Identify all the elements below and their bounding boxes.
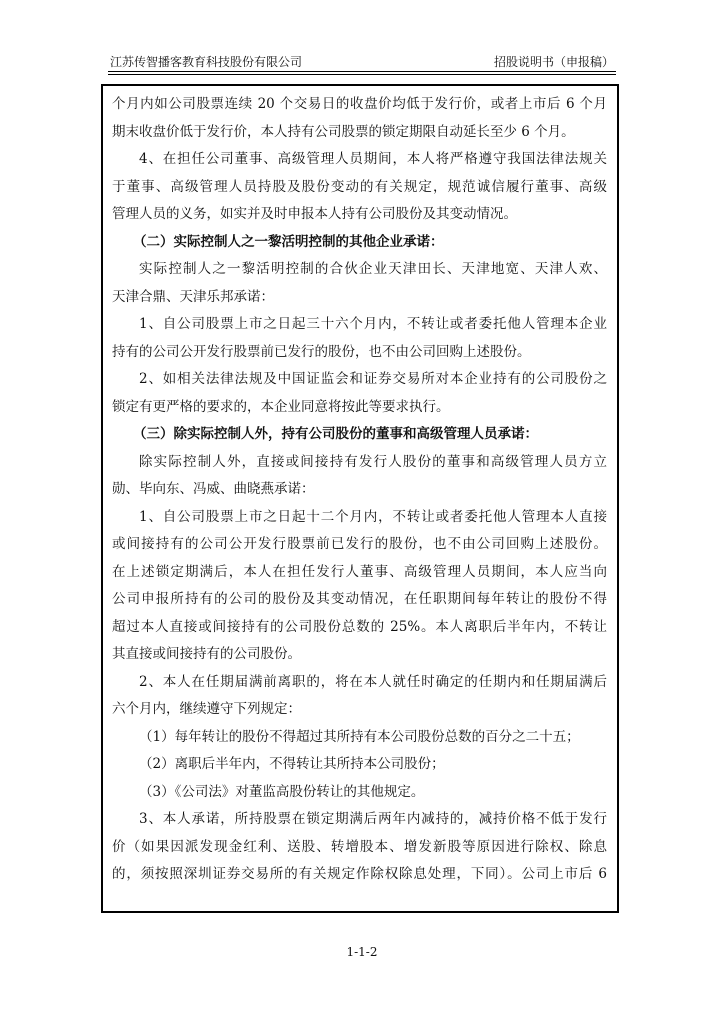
text-line: 实际控制人之一黎活明控制的合伙企业天津田长、天津地宽、天津人欢、 — [139, 261, 607, 277]
text-line: 其直接或间接持有的公司股份。 — [112, 646, 301, 662]
text-line: 1、自公司股票上市之日起三十六个月内，不转让或者委托他人管理本企业 — [139, 316, 607, 332]
header-rule-thick — [108, 71, 616, 72]
text-line: 2、如相关法律法规及中国证监会和证券交易所对本企业持有的公司股份之 — [139, 371, 607, 387]
text-line: 除实际控制人外，直接或间接持有发行人股份的董事和高级管理人员方立 — [139, 453, 607, 470]
text-line: 天津合鼎、天津乐邦承诺： — [112, 288, 274, 305]
text-line: 2、本人在任期届满前离职的，将在本人就任时确定的任期内和任期届满后 — [139, 673, 607, 690]
text-line: 于董事、高级管理人员持股及股份变动的有关规定，规范诚信履行董事、高级 — [112, 178, 607, 195]
section-heading: （三）除实际控制人外，持有公司股份的董事和高级管理人员承诺： — [133, 426, 538, 442]
header-rule-thin — [108, 74, 616, 75]
header-doc-type: 招股说明书（申报稿） — [493, 55, 614, 69]
text-line: 在上述锁定期满后，本人在担任发行人董事、高级管理人员期间，本人应当向 — [112, 563, 607, 580]
header-company: 江苏传智播客教育科技股份有限公司 — [110, 55, 303, 69]
text-line: 勋、毕向东、冯威、曲晓燕承诺： — [112, 481, 315, 497]
text-line: 持有的公司公开发行股票前已发行的股份，也不由公司回购上述股份。 — [112, 343, 531, 360]
list-item: （2）离职后半年内，不得转让其所持本公司股份； — [139, 756, 445, 772]
list-item: （1）每年转让的股份不得超过其所持有本公司股份总数的百分之二十五； — [139, 728, 580, 745]
page-number: 1-1-2 — [346, 945, 378, 959]
commitment-text-box — [101, 84, 619, 913]
text-line: 个月内如公司股票连续 20 个交易日的收盘价均低于发行价，或者上市后 6 个月 — [112, 96, 607, 112]
text-line: 公司申报所持有的公司的股份及其变动情况，在任职期间每年转让的股份不得 — [112, 591, 607, 607]
section-heading: （二）实际控制人之一黎活明控制的其他企业承诺： — [133, 233, 444, 250]
text-line: 或间接持有的公司公开发行股票前已发行的股份，也不由公司回购上述股份。 — [112, 536, 607, 552]
text-line: 3、本人承诺，所持股票在锁定期满后两年内减持的，减持价格不低于发行 — [139, 811, 607, 827]
text-line: 的，须按照深圳证券交易所的有关规定作除权除息处理，下同）。公司上市后 6 — [112, 866, 607, 882]
text-line: 1、自公司股票上市之日起十二个月内，不转让或者委托他人管理本人直接 — [139, 508, 607, 525]
text-line: 价（如果因派发现金红利、送股、转增股本、增发新股等原因进行除权、除息 — [112, 838, 607, 855]
text-line: 期末收盘价低于发行价，本人持有公司股票的锁定期限自动延长至少 6 个月。 — [112, 123, 575, 140]
list-item: （3）《公司法》对董监高股份转让的其他规定。 — [139, 783, 425, 800]
text-line: 超过本人直接或间接持有的公司股份总数的 25%。本人离职后半年内，不转让 — [112, 618, 607, 635]
text-line: 4、在担任公司董事、高级管理人员期间，本人将严格遵守我国法律法规关 — [139, 151, 607, 167]
text-line: 六个月内，继续遵守下列规定： — [112, 701, 301, 717]
text-line: 锁定有更严格的要求的，本企业同意将按此等要求执行。 — [112, 398, 450, 415]
text-line: 管理人员的义务，如实并及时申报本人持有公司股份及其变动情况。 — [112, 206, 517, 222]
